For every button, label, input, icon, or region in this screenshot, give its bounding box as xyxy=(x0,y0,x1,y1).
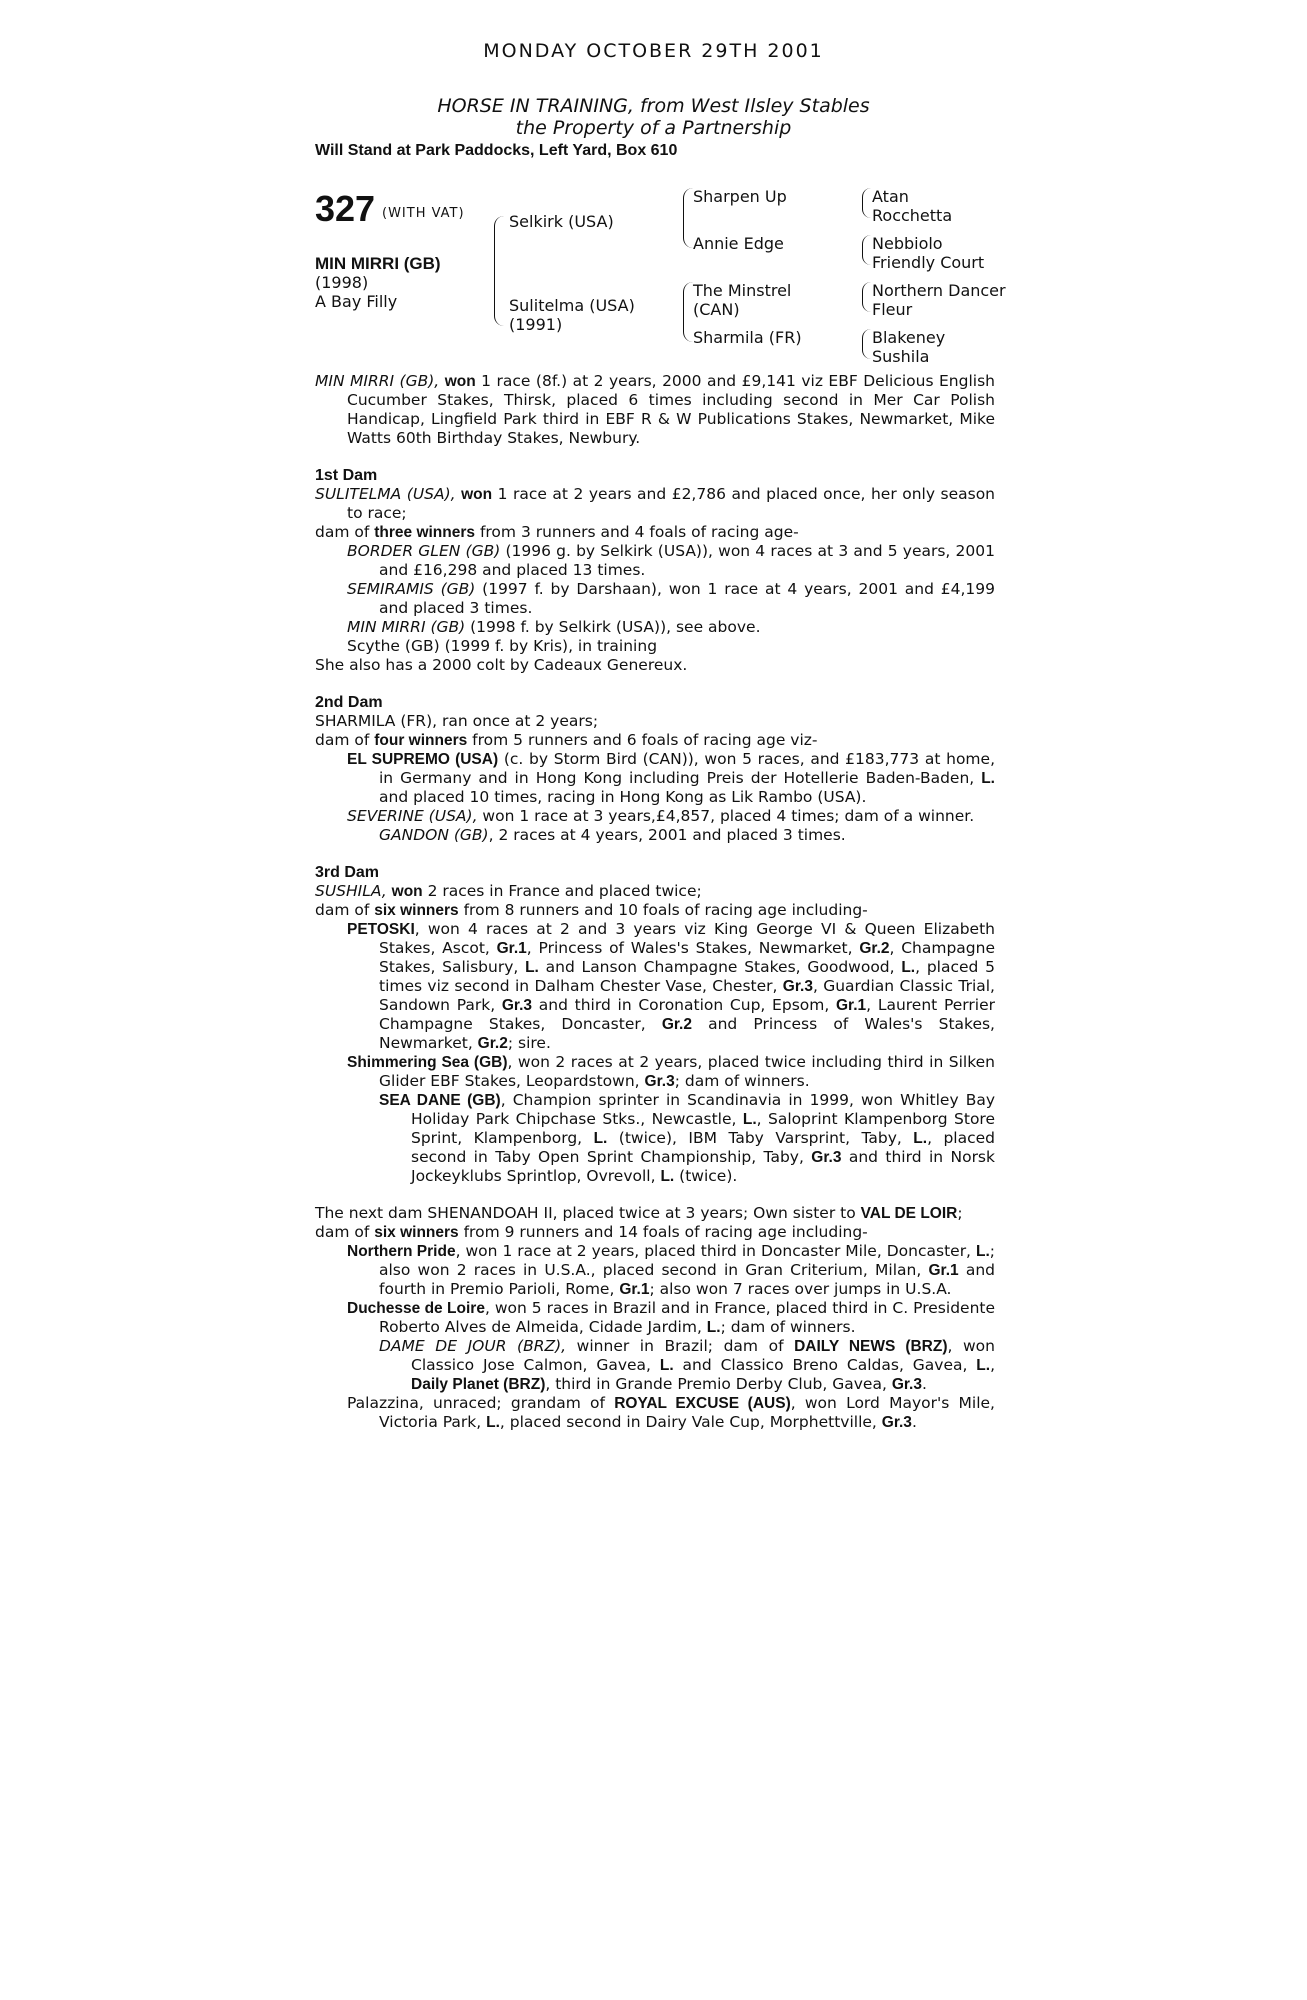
pedigree-sdd: Friendly Court xyxy=(872,253,985,272)
pedigree-dam-sire: The Minstrel xyxy=(693,281,792,300)
third-dam-produce-summary: dam of six winners from 8 runners and 10 foals of racing age including- xyxy=(315,901,868,919)
produce-entry: Scythe (GB) (1999 f. by Kris), in training xyxy=(347,637,658,655)
pedigree-dsd: Fleur xyxy=(872,300,913,319)
stand-location: Will Stand at Park Paddocks, Left Yard, Box 610 xyxy=(315,142,678,159)
second-dam-record: SHARMILA (FR), ran once at 2 years; xyxy=(315,712,599,730)
pedigree-dam-dam: Sharmila (FR) xyxy=(693,328,802,347)
first-dam-heading: 1st Dam xyxy=(315,467,378,484)
produce-entry: Duchesse de Loire, won 5 races in Brazil and in France, placed third in C. Presidente Roberto Alves de Almeida, Cidade Jardim, L.; dam of winners. xyxy=(347,1299,996,1336)
header-line-1: HORSE IN TRAINING, from West Ilsley Stables xyxy=(437,95,870,117)
pedigree-sire-sire: Sharpen Up xyxy=(693,187,787,206)
fourth-dam-produce-summary: dam of six winners from 9 runners and 14 foals of racing age including- xyxy=(315,1223,868,1241)
produce-entry: PETOSKI, won 4 races at 2 and 3 years viz King George VI & Queen Elizabeth Stakes, Ascot, Gr.1, Princess of Wales's Stakes, Newmarket, Gr.2, Champagne Stakes, Salisbury, L. and Lanson Champagne Stakes, Goodwood, L., placed 5 times viz second in Dalham Chester Vase, Chester, Gr.3, Guardian Classic Trial, Sandown Park, Gr.3 and third in Coronation Cup, Epsom, Gr.1, Laurent Perrier Champagne Stakes, Doncaster, Gr.2 and Princess of Wales's Stakes, Newmarket, Gr.2; sire. xyxy=(347,920,996,1052)
pedigree-bracket-main xyxy=(494,216,505,326)
first-dam-produce-summary: dam of three winners from 3 runners and 4 foals of racing age- xyxy=(315,523,799,541)
pedigree-bracket-ds xyxy=(862,282,871,312)
horse-description: A Bay Filly xyxy=(315,292,398,311)
produce-entry: Palazzina, unraced; grandam of ROYAL EXCUSE (AUS), won Lord Mayor's Mile, Victoria Park, L., placed second in Dairy Vale Cup, Morphettville, Gr.3. xyxy=(347,1394,995,1431)
produce-entry: SEA DANE (GB), Champion sprinter in Scandinavia in 1999, won Whitley Bay Holiday Park Chipchase Stks., Newcastle, L., Saloprint Klampenborg Store Sprint, Klampenborg, L. (twice), IBM Taby Varsprint, Taby, L., placed second in Taby Open Sprint Championship, Taby, Gr.3 and third in Norsk Jockeyklubs Sprintlop, Ovrevoll, L. (twice). xyxy=(379,1091,996,1185)
pedigree-dam: Sulitelma (USA) xyxy=(509,296,635,315)
produce-entry: BORDER GLEN (GB) (1996 g. by Selkirk (USA)), won 4 races at 3 and 5 years, 2001 and £16,298 and placed 13 times. xyxy=(347,542,995,579)
first-dam-also: She also has a 2000 colt by Cadeaux Genereux. xyxy=(315,656,688,674)
pedigree-bracket-sd xyxy=(862,235,871,265)
fourth-dam-record: The next dam SHENANDOAH II, placed twice at 3 years; Own sister to VAL DE LOIR; xyxy=(315,1204,963,1222)
lot-number: 327 xyxy=(315,188,376,229)
produce-entry: GANDON (GB), 2 races at 4 years, 2001 and placed 3 times. xyxy=(379,826,846,844)
pedigree-dam-sire-line2: (CAN) xyxy=(693,300,740,319)
pedigree-ddd: Sushila xyxy=(872,347,930,366)
horse-name: MIN MIRRI (GB) xyxy=(315,254,441,273)
sale-date: MONDAY OCTOBER 29TH 2001 xyxy=(483,40,824,62)
second-dam-heading: 2nd Dam xyxy=(315,694,383,711)
pedigree-bracket-dam xyxy=(683,282,693,342)
pedigree-ssd: Rocchetta xyxy=(872,206,953,225)
produce-entry: SEVERINE (USA), won 1 race at 3 years,£4,857, placed 4 times; dam of a winner. xyxy=(347,807,975,825)
pedigree-sss: Atan xyxy=(872,187,909,206)
produce-entry: DAME DE JOUR (BRZ), winner in Brazil; dam of DAILY NEWS (BRZ), won Classico Jose Calmon, Gavea, L. and Classico Breno Caldas, Gavea, L., Daily Planet (BRZ), third in Grande Premio Derby Club, Gavea, Gr.3. xyxy=(379,1337,995,1393)
pedigree-sds: Nebbiolo xyxy=(872,234,943,253)
second-dam-produce-summary: dam of four winners from 5 runners and 6 foals of racing age viz- xyxy=(315,731,818,749)
produce-entry: EL SUPREMO (USA) (c. by Storm Bird (CAN)), won 5 races, and £183,773 at home, in Germany and in Hong Kong including Preis der Hotellerie Baden-Baden, L. and placed 10 times, racing in Hong Kong as Lik Rambo (USA). xyxy=(347,750,995,806)
pedigree-dam-year: (1991) xyxy=(509,315,563,334)
catalogue-body xyxy=(315,372,995,1432)
pedigree-bracket-ss xyxy=(862,188,871,218)
pedigree-sire: Selkirk (USA) xyxy=(509,212,614,231)
produce-entry: SEMIRAMIS (GB) (1997 f. by Darshaan), won 1 race at 4 years, 2001 and £4,199 and placed 3 times. xyxy=(347,580,995,617)
horse-record: MIN MIRRI (GB), won 1 race (8f.) at 2 years, 2000 and £9,141 viz EBF Delicious English Cucumber Stakes, Thirsk, placed 6 times including second in Mer Car Polish Handicap, Lingfield Park third in EBF R & W Publications Stakes, Newmarket, Mike Watts 60th Birthday Stakes, Newbury. xyxy=(315,372,995,447)
produce-entry: Shimmering Sea (GB), won 2 races at 2 years, placed twice including third in Silken Glider EBF Stakes, Leopardstown, Gr.3; dam of winners. xyxy=(347,1053,995,1090)
pedigree-sire-dam: Annie Edge xyxy=(693,234,784,253)
vat-note: (WITH VAT) xyxy=(382,206,465,221)
third-dam-record: SUSHILA, won 2 races in France and placed twice; xyxy=(315,882,702,900)
third-dam-heading: 3rd Dam xyxy=(315,864,380,881)
pedigree-bracket-dd xyxy=(862,329,871,359)
pedigree-dds: Blakeney xyxy=(872,328,946,347)
pedigree-dss: Northern Dancer xyxy=(872,281,1006,300)
produce-entry: Northern Pride, won 1 race at 2 years, placed third in Doncaster Mile, Doncaster, L.; also won 2 races in U.S.A., placed second in Gran Criterium, Milan, Gr.1 and fourth in Premio Parioli, Rome, Gr.1; also won 7 races over jumps in U.S.A. xyxy=(347,1242,995,1298)
header-line-2: the Property of a Partnership xyxy=(515,117,792,139)
produce-entry: MIN MIRRI (GB) (1998 f. by Selkirk (USA)), see above. xyxy=(347,618,761,636)
horse-year: (1998) xyxy=(315,273,369,292)
pedigree-bracket-sire xyxy=(683,188,693,248)
first-dam-record: SULITELMA (USA), won 1 race at 2 years and £2,786 and placed once, her only season to race; xyxy=(315,485,995,522)
